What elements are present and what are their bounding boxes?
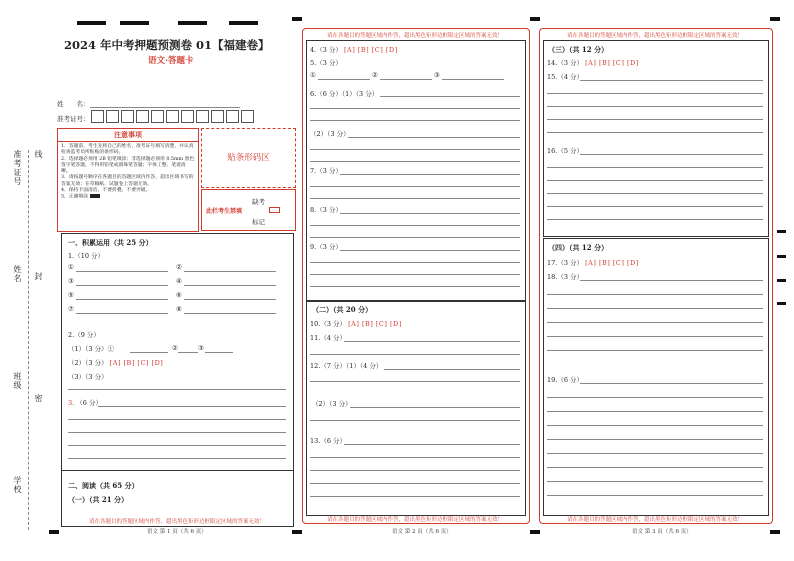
answer-line[interactable] (547, 193, 763, 194)
question-label: 4.（3 分） [A] [B] [C] [D] (310, 46, 398, 54)
circle-label: ③ (434, 71, 440, 79)
registration-mark (777, 302, 786, 305)
answer-line[interactable] (205, 352, 233, 353)
answer-line[interactable] (344, 444, 520, 445)
answer-line[interactable] (344, 341, 520, 342)
answer-line[interactable] (184, 271, 276, 272)
side-label-class: 班级 (13, 372, 22, 390)
question-label: 13.（6 分） (310, 437, 347, 445)
answer-line[interactable] (442, 79, 504, 80)
answer-line[interactable] (310, 381, 520, 382)
circle-label: ⑧ (176, 305, 182, 313)
registration-mark (777, 255, 786, 258)
side-label-seal: 封 (34, 272, 43, 281)
registration-mark (530, 530, 540, 534)
answer-line[interactable] (310, 262, 520, 263)
question-label: （2）（3 分） [A] [B] [C] [D] (68, 359, 164, 367)
notes-title: 注意事项 (58, 129, 198, 142)
question-label: 5.（3 分） (310, 59, 342, 67)
question-label: 3. （6 分） (68, 399, 102, 407)
circle-label: ⑦ (68, 305, 74, 313)
answer-line[interactable] (547, 119, 763, 120)
answer-line[interactable] (580, 80, 763, 81)
answer-line[interactable] (184, 313, 276, 314)
notes-item: 5．正确填涂 (61, 194, 89, 200)
registration-mark (49, 530, 59, 534)
name-label: 姓 名： (57, 100, 90, 108)
answer-line[interactable] (310, 186, 520, 187)
absent-checkbox[interactable] (269, 207, 280, 213)
answer-line[interactable] (310, 354, 520, 355)
answer-line[interactable] (547, 206, 763, 207)
answer-line[interactable] (310, 225, 520, 226)
answer-line[interactable] (547, 167, 763, 168)
question-label: 15.（4 分） (547, 73, 584, 81)
question-label: 10.（3 分） [A] [B] [C] [D] (310, 320, 402, 328)
registration-mark (178, 21, 207, 25)
answer-line[interactable] (580, 154, 763, 155)
circle-label: ⑤ (68, 291, 74, 299)
answer-line[interactable] (310, 120, 520, 121)
answer-line[interactable] (547, 322, 763, 323)
circle-label: ⑥ (176, 291, 182, 299)
answer-line[interactable] (76, 271, 168, 272)
answer-line[interactable] (380, 96, 520, 97)
answer-line[interactable] (76, 299, 168, 300)
answer-line[interactable] (68, 389, 286, 390)
warning-text: 请在各题目的答题区域内作答，超出黑色矩形边框限定区域的答案无效！ (326, 33, 503, 39)
registration-mark (77, 21, 106, 25)
question-label: （3）（3 分） (68, 373, 108, 381)
choice-options[interactable]: [A] [B] [C] [D] (343, 46, 398, 54)
answer-line[interactable] (547, 180, 763, 181)
choice-options[interactable]: [A] [B] [C] [D] (585, 259, 639, 267)
choice-options[interactable]: [A] [B] [C] [D] (109, 359, 164, 367)
absent-label-top: 缺考 (252, 198, 265, 206)
page-subtitle: 语文·答题卡 (148, 56, 194, 66)
question-label: 17.（3 分） [A] [B] [C] [D] (547, 259, 639, 267)
circle-label: ① (68, 263, 74, 271)
notes-item: 2．选择题必须用 2B 铅笔填涂；非选择题必须用 0.5mm 黑色签字笔答题，不得用铅笔或圆珠笔答题；字体工整、笔迹清晰。 (61, 156, 195, 175)
answer-line[interactable] (384, 369, 520, 370)
choice-options[interactable]: [A] [B] [C] [D] (585, 59, 639, 67)
absent-label: 此栏考生禁填 (206, 208, 243, 215)
question-label: （1）（3 分）① (68, 345, 115, 353)
answer-line[interactable] (310, 149, 520, 150)
answer-line[interactable] (130, 352, 168, 353)
answer-line[interactable] (184, 299, 276, 300)
circle-label: ② (372, 71, 378, 79)
page-footer: 语文 第 1 页（共 6 页） (147, 529, 207, 535)
choice-options[interactable]: [A] [B] [C] [D] (348, 320, 402, 328)
filled-example (90, 194, 100, 198)
question-label: 2.（9 分） (68, 331, 100, 339)
answer-line[interactable] (348, 137, 520, 138)
section-heading: （一）（共 21 分） (68, 495, 129, 504)
answer-line[interactable] (547, 350, 763, 351)
answer-line[interactable] (580, 383, 763, 384)
registration-mark (770, 530, 780, 534)
answer-line[interactable] (310, 198, 520, 199)
warning-text: 请在各题目的答题区域内作答，超出黑色矩形边框限定区域的答案无效！ (88, 519, 265, 525)
circle-label: ③ (68, 277, 74, 285)
absent-label-bottom: 标记 (252, 218, 265, 226)
answer-line[interactable] (68, 445, 286, 446)
answer-line[interactable] (98, 406, 286, 407)
question-label: 19.（6 分） (547, 376, 584, 384)
registration-mark (292, 17, 302, 21)
question-label: 11.（4 分） (310, 334, 347, 342)
answer-line[interactable] (76, 285, 168, 286)
page3-block-1 (543, 40, 769, 237)
question-label: 14.（3 分） [A] [B] [C] [D] (547, 59, 639, 67)
page-footer: 语文 第 2 页（共 6 页） (392, 529, 452, 535)
answer-line[interactable] (76, 313, 168, 314)
answer-line[interactable] (547, 397, 763, 398)
answer-line[interactable] (340, 174, 520, 175)
question-label: 6.（6 分）（1）（3 分） (310, 90, 379, 98)
answer-line[interactable] (310, 108, 520, 109)
answer-line[interactable] (547, 481, 763, 482)
circle-label: ③ (198, 344, 204, 352)
answer-line[interactable] (547, 132, 763, 133)
ticket-label: 准考证号： (57, 115, 90, 123)
question-label: 8.（3 分） (310, 206, 342, 214)
answer-line[interactable] (350, 407, 520, 408)
section-heading: （四）（共 12 分） (548, 243, 609, 252)
answer-line[interactable] (547, 93, 763, 94)
answer-line[interactable] (547, 219, 763, 220)
notes-item: 4．保持卡面清洁，不要折叠、不要弄破。 (61, 188, 151, 194)
registration-mark (229, 21, 258, 25)
answer-line[interactable] (547, 495, 763, 496)
answer-line[interactable] (547, 336, 763, 337)
answer-line[interactable] (310, 286, 520, 287)
answer-line[interactable] (547, 439, 763, 440)
section-heading: （二）（共 20 分） (312, 305, 373, 314)
notes-box (57, 128, 199, 232)
answer-line[interactable] (547, 294, 763, 295)
answer-line[interactable] (580, 280, 763, 281)
section-divider (61, 470, 293, 471)
page-footer: 语文 第 3 页（共 6 页） (632, 529, 692, 535)
question-label: 18.（3 分） (547, 273, 584, 281)
registration-mark (120, 21, 149, 25)
registration-mark (292, 530, 302, 534)
answer-line[interactable] (340, 213, 520, 214)
section-heading: 一、积累运用（共 25 分） (68, 238, 153, 247)
warning-text: 请在各题目的答题区域内作答，超出黑色矩形边框限定区域的答案无效！ (566, 33, 743, 39)
answer-line[interactable] (184, 285, 276, 286)
notes-item: 3．请按题号顺序在各题目的答题区域内作答，超出区域书写的答案无效；在草稿纸、试题卷上答题无效。 (61, 175, 194, 187)
answer-line[interactable] (310, 470, 520, 471)
answer-line[interactable] (310, 483, 520, 484)
registration-mark (777, 230, 786, 233)
answer-line[interactable] (68, 458, 286, 459)
question-label: 7.（3 分） (310, 167, 342, 175)
answer-line[interactable] (310, 237, 520, 238)
answer-line[interactable] (68, 432, 286, 433)
circle-label: ② (176, 263, 182, 271)
answer-line[interactable] (340, 250, 520, 251)
answer-line[interactable] (547, 453, 763, 454)
absent-box (201, 189, 296, 231)
answer-line[interactable] (547, 411, 763, 412)
side-label-name: 姓名 (13, 265, 22, 283)
ticket-number-boxes[interactable] (91, 110, 256, 123)
section-heading: （三）（共 12 分） (548, 45, 609, 54)
answer-line[interactable] (547, 308, 763, 309)
circle-label: ① (310, 71, 316, 79)
answer-line[interactable] (380, 79, 432, 80)
page-title: 2024 年中考押题预测卷 01【福建卷】 (64, 38, 270, 52)
side-label-line: 线 (34, 150, 43, 159)
registration-mark (770, 17, 780, 21)
question-label: 12.（7 分）（1）（4 分） (310, 362, 383, 370)
barcode-area (201, 128, 296, 188)
answer-line[interactable] (547, 425, 763, 426)
side-label-secret: 密 (34, 394, 43, 403)
answer-line[interactable] (318, 79, 370, 80)
barcode-label: 贴条形码区 (227, 153, 270, 163)
answer-line[interactable] (178, 352, 198, 353)
answer-line[interactable] (310, 457, 520, 458)
binding-line (28, 150, 29, 530)
registration-mark (530, 17, 540, 21)
answer-line[interactable] (310, 496, 520, 497)
side-label-school: 学校 (13, 476, 22, 494)
registration-mark (777, 279, 786, 282)
circle-label: ② (172, 344, 178, 352)
answer-line[interactable] (68, 419, 286, 420)
section-heading: 二、阅读（共 65 分） (68, 481, 139, 490)
side-label-ticket: 准考证号 (13, 150, 22, 186)
answer-line[interactable] (547, 106, 763, 107)
question-label: 9.（3 分） (310, 243, 342, 251)
question-label: （2）（3 分） (312, 400, 352, 408)
notes-item: 1．答题前，考生先将自己的姓名、准考证号填写清楚，并认真检查监考员所粘贴的条形码。 (61, 144, 194, 156)
name-field[interactable] (90, 107, 240, 108)
circle-label: ④ (176, 277, 182, 285)
warning-text: 请在各题目的答题区域内作答，超出黑色矩形边框限定区域的答案无效！ (566, 517, 743, 523)
question-label: 1.（10 分） (68, 252, 105, 260)
question-label: （2）（3 分） (310, 130, 350, 138)
warning-text: 请在各题目的答题区域内作答，超出黑色矩形边框限定区域的答案无效！ (326, 517, 503, 523)
answer-line[interactable] (310, 274, 520, 275)
answer-line[interactable] (547, 467, 763, 468)
question-label: 16.（5 分） (547, 147, 584, 155)
answer-line[interactable] (310, 161, 520, 162)
answer-line[interactable] (310, 420, 520, 421)
